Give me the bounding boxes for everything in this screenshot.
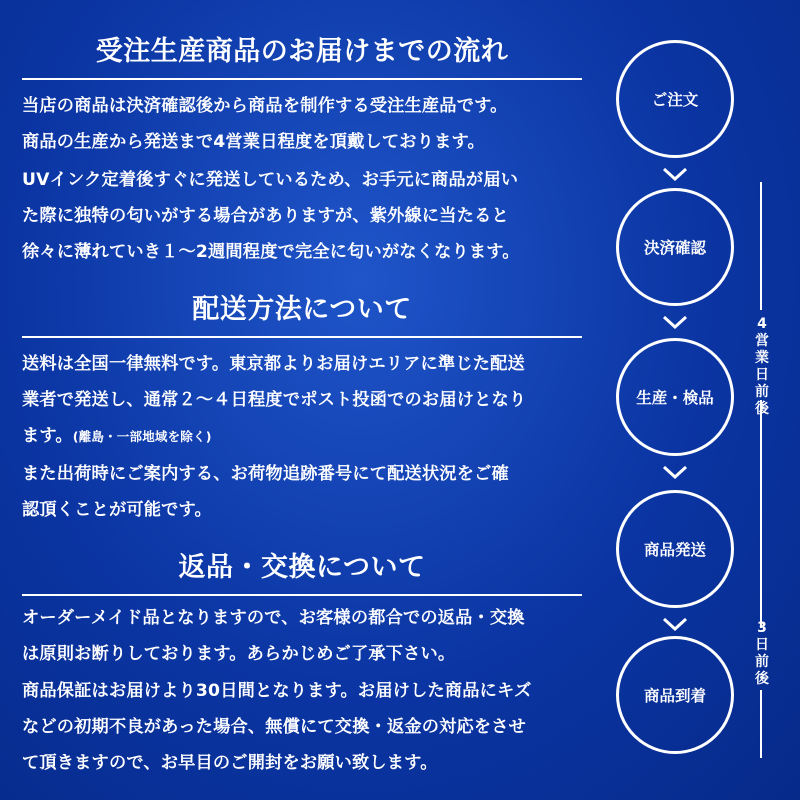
shipping-paragraph-2: また出荷時にご案内する、お荷物追跡番号にて配送状況をご確 認頂くことが可能です。 [22, 464, 509, 520]
timeline-char: 前 [755, 384, 769, 400]
flow-step-payment [616, 188, 734, 306]
timeline-char: 日 [755, 637, 769, 653]
flow-paragraph-1: 当店の商品は決済確認後から商品を制作する受注生産品です。 商品の生産から発送まで4営業日程度を頂戴しております。 [22, 96, 508, 152]
timeline-char: 営 [755, 333, 769, 349]
returns-paragraph-1: オーダーメイド品となりますので、お客様の都合での返品・交換 は原則お断りしております。あらかじめご了承下さい。 [22, 608, 525, 664]
flow-step-label: 生産・検品 [636, 389, 714, 407]
chevron-down-icon [661, 465, 689, 479]
shipping-paragraph-1-text: 送料は全国一律無料です。東京都よりお届けエリアに準じた配送 業者で発送し、通常２〜４日程度でポスト投函でのお届けとなり ます。 [22, 354, 527, 446]
flow-step-shipping [616, 490, 734, 608]
timeline-char: 3 [757, 620, 767, 636]
timeline-line [760, 690, 762, 758]
section-title-returns: 返品・交換について [178, 552, 426, 583]
timeline-char: 後 [755, 401, 769, 417]
divider [22, 78, 582, 80]
section-title-flow: 受注生産商品のお届けまでの流れ [95, 36, 509, 67]
section-title-shipping: 配送方法について [192, 294, 412, 325]
flow-step-label: 商品発送 [643, 541, 706, 559]
timeline-char: 日 [755, 367, 769, 383]
flow-step-order [616, 40, 734, 158]
chevron-down-icon [661, 315, 689, 329]
flow-step-label: ご注文 [651, 91, 699, 109]
returns-paragraph-2: 商品保証はお届けより30日間となります。お届けした商品にキズ などの初期不良があった場合、無償にて交換・返金の対応をさせ て頂きますので、お早目のご開封をお願い致します。 [22, 681, 532, 773]
divider [22, 336, 582, 338]
timeline-line [760, 182, 762, 310]
flow-step-production [616, 338, 734, 456]
flow-diagram [600, 0, 800, 800]
timeline-char: 4 [757, 316, 767, 332]
timeline-label-delivery-days [752, 618, 772, 690]
shipping-paragraph-1 [22, 346, 594, 455]
timeline-char: 後 [755, 671, 769, 687]
timeline-line [760, 400, 762, 628]
flow-paragraph-2: UVインク定着後すぐに発送しているため、お手元に商品が届い た際に独特の匂いがする場合がありますが、紫外線に当たると 徐々に薄れていき１〜2週間程度で完全に匂いがなくなります。 [22, 170, 520, 262]
flow-step-arrival [616, 636, 734, 754]
flow-step-label: 決済確認 [643, 239, 706, 257]
timeline-label-production-days [752, 314, 772, 420]
chevron-down-icon [661, 167, 689, 181]
flow-step-label: 商品到着 [643, 687, 706, 705]
timeline-char: 前 [755, 654, 769, 670]
chevron-down-icon [661, 617, 689, 631]
shipping-note: (離島・一部地域を除く) [72, 429, 212, 444]
timeline-char: 業 [755, 350, 769, 366]
divider [22, 594, 582, 596]
